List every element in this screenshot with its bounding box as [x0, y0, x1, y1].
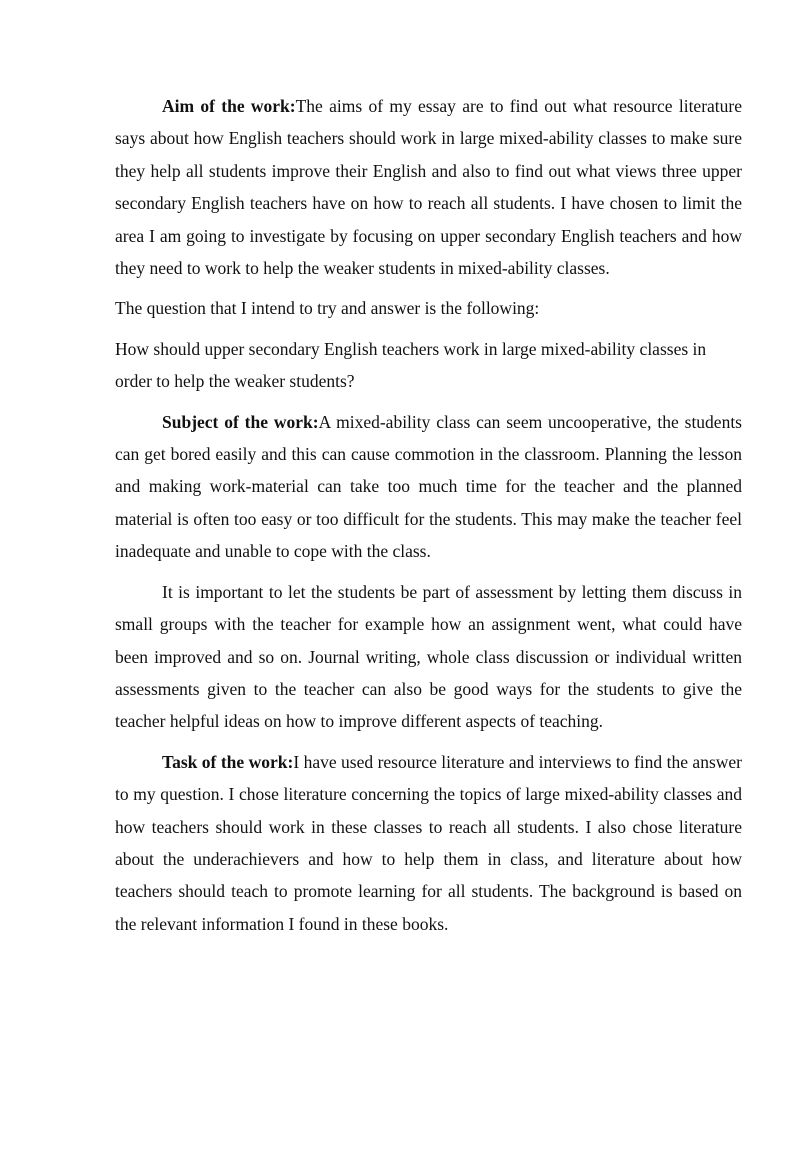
aim-heading: Aim of the work:: [162, 96, 296, 116]
aim-text: The aims of my essay are to find out what resource literature says about how English teachers should work in large mixed-ability classes to make sure they help all students improve their English and also to find out what views three upper secondary English teachers have on how to reach all students. I have chosen to limit the area I am going to investigate by focusing on upper secondary English teachers and how they need to work to help the weaker students in mixed-ability classes.: [115, 96, 742, 279]
assessment-paragraph: It is important to let the students be part of assessment by letting them discuss in small groups with the teacher for example how an assignment went, what could have been improved and so on. Journal writing, whole class discussion or individual written assessments given to the teacher can also be good ways for the students to give the teacher helpful ideas on how to improve different aspects of teaching.: [115, 581, 742, 732]
subject-paragraph: [115, 406, 742, 568]
task-text: I have used resource literature and interviews to find the answer to my question. I chose literature concerning the topics of large mixed-ability classes and how teachers should work in these classes to reach all students. I also chose literature about the underachievers and how to help them in class, and literature about how teachers should teach to promote learning for all students. The background is based on the relevant information I found in these books.: [115, 751, 742, 934]
subject-text: A mixed-ability class can seem uncooperative, the students can get bored easily and this can cause commotion in the classroom. Planning the lesson and making work-material can take too much time for the teacher and the planned material is often too easy or too difficult for the students. This may make the teacher feel inadequate and unable to cope with the class.: [115, 411, 742, 562]
document-body: [115, 90, 742, 948]
task-heading: Task of the work:: [162, 751, 294, 772]
subject-heading: Subject of the work:: [162, 411, 319, 432]
question-intro: The question that I intend to try and answer is the following:: [115, 298, 540, 319]
research-question: How should upper secondary English teachers work in large mixed-ability classes in order to help the weaker students?: [115, 338, 707, 392]
aim-paragraph: [115, 90, 742, 284]
task-paragraph: [115, 746, 742, 940]
